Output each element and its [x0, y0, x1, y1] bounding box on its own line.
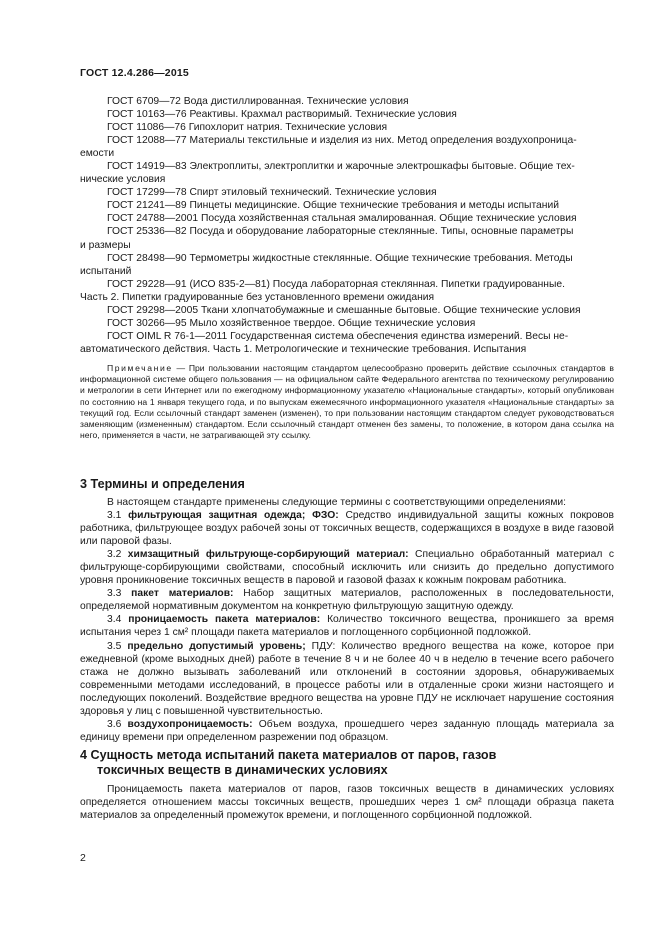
section-3-intro: В настоящем стандарте применены следующие термины с соответствующими определениями:	[107, 497, 567, 508]
term-text: Средство индивидуальной защиты кожных покровов работника, фильтрующее воздух рабочей зоны от токсичных веществ, содержащихся в воздухе в виде газовой или паровой фазы.	[80, 510, 614, 548]
ref-line: ГОСТ 21241—89 Пинцеты медицинские. Общие технические требования и методы испытаний	[107, 200, 559, 212]
term-name: пакет материалов:	[131, 588, 234, 600]
ref-line: ГОСТ 28498—90 Термометры жидкостные стеклянные. Общие технические требования. Методы	[107, 252, 573, 264]
ref-line: ГОСТ 30266—95 Мыло хозяйственное твердое. Общие технические условия	[107, 317, 476, 329]
ref-line: ГОСТ 6709—72 Вода дистиллированная. Технические условия	[107, 96, 409, 107]
section-3-body	[80, 496, 614, 744]
note-label: Примечание	[107, 363, 173, 373]
term-text: ПДУ: Количество вредного вещества на коже, которое при ежедневной (кроме выходных дней) работе в течение 8 ч и не более 40 ч в неделю в течение всего рабочего стажа не должно вызывать заболеваний или отклонений в состоянии здоровья, обнаруживаемых современными методами исследований, в процессе работы или в отдаленные сроки жизни настоящего и последующих поколений. Воздействие вредного вещества на уровне ПДУ не исключает нарушение состояния здоровья у лиц с повышенной чувствительностью.	[80, 640, 614, 717]
section-4-body	[80, 783, 614, 822]
ref-line: ГОСТ 29298—2005 Ткани хлопчатобумажные и смешанные бытовые. Общие технические условия	[107, 304, 581, 316]
running-header: ГОСТ 12.4.286—2015	[80, 67, 189, 79]
term-definition	[80, 509, 614, 548]
ref-line: ГОСТ 10163—76 Реактивы. Крахмал растворимый. Технические условия	[107, 109, 457, 121]
note-paragraph	[80, 363, 614, 441]
page-number: 2	[80, 852, 86, 864]
term-definition	[80, 613, 614, 639]
note-block	[80, 363, 614, 441]
term-name: химзащитный фильтрующе-сорбирующий материал:	[127, 549, 409, 561]
term-text: Специально обработанный материал с фильтрующе-сорбирующими свойствами, способный исключить или снизить до предельно допустимого уровня проникновение токсичных веществ в паровой и газовой фазах к кожным покровам работника.	[80, 549, 614, 587]
ref-line: ГОСТ 12088—77 Материалы текстильные и изделия из них. Метод определения воздухопроница-	[107, 135, 577, 147]
term-text: Объем воздуха, прошедшего через заданную площадь материала за единицу времени при определенном разрежении под образцом.	[80, 718, 614, 743]
ref-line: емости	[80, 148, 115, 160]
term-number: 3.4	[107, 614, 129, 626]
note-text: — При пользовании настоящим стандартом целесообразно проверить действие ссылочных стандартов в информационной системе общего пользования — на официальном сайте Федерального агентства по техническому регулированию и метрологии в сети Интернет или по ежегодному информационному указателю «Национальные стандарты», который опубликован по состоянию на 1 января текущего года, и по выпускам ежемесячного информационного указателя «Национальные стандарты» за текущий год. Если ссылочный стандарт заменен (изменен), то при пользовании настоящим стандартом следует руководствоваться заменяющим (измененным) стандартом. Если ссылочный стандарт отменен без замены, то положение, в котором дана ссылка на него, применяется в части, не затрагивающей эту ссылку.	[80, 363, 614, 441]
ref-line: ГОСТ 29228—91 (ИСО 835-2—81) Посуда лабораторная стеклянная. Пипетки градуированные.	[107, 278, 565, 290]
ref-line: и размеры	[80, 239, 131, 251]
ref-line: ГОСТ 11086—76 Гипохлорит натрия. Технические условия	[107, 122, 388, 134]
ref-line: ГОСТ 17299—78 Спирт этиловый технический. Технические условия	[107, 187, 437, 199]
section-4-heading-line-2: токсичных веществ в динамических условиях	[97, 763, 388, 777]
ref-line: ГОСТ OIML R 76-1—2011 Государственная система обеспечения единства измерений. Весы не-	[107, 330, 569, 342]
term-name: фильтрующая защитная одежда; ФЗО:	[128, 510, 339, 522]
normative-references-list	[80, 95, 614, 356]
term-definition	[80, 548, 614, 587]
ref-line: ГОСТ 14919—83 Электроплиты, электроплитки и жарочные электрошкафы бытовые. Общие тех-	[107, 161, 575, 173]
ref-line: испытаний	[80, 265, 132, 277]
term-name: предельно допустимый уровень;	[127, 640, 306, 652]
term-text: Набор защитных материалов, расположенных в последовательности, определяемой нормативным документом на конкретную фильтрующую защитную одежду.	[80, 588, 614, 613]
section-3-heading: 3 Термины и определения	[80, 477, 245, 491]
term-text: Количество токсичного вещества, проникшего за время испытания через 1 см² площади пакета материалов и поглощенного сорбционной подложкой.	[80, 614, 614, 639]
ref-line: Часть 2. Пипетки градуированные без установленного времени ожидания	[80, 291, 435, 303]
ref-line: нические условия	[80, 174, 166, 186]
term-number: 3.5	[107, 640, 128, 652]
term-name: проницаемость пакета материалов:	[128, 614, 321, 626]
term-number: 3.2	[107, 549, 128, 561]
term-definition	[80, 718, 614, 744]
term-definition	[80, 587, 614, 613]
section-4-paragraph: Проницаемость пакета материалов от паров, газов токсичных веществ в динамических условиях определяется отношением массы токсичных веществ, прошедших через 1 см² площади образца пакета материалов за определенный промежуток времени, и поглощенного сорбционной подложкой.	[80, 784, 614, 822]
section-4-heading-line-1: 4 Сущность метода испытаний пакета материалов от паров, газов	[80, 748, 497, 762]
section-4-heading	[80, 748, 614, 778]
ref-line: автоматического действия. Часть 1. Метрологические и технические требования. Испытания	[80, 343, 527, 355]
ref-line: ГОСТ 25336—82 Посуда и оборудование лабораторные стеклянные. Типы, основные параметры	[107, 226, 574, 238]
term-number: 3.1	[107, 510, 129, 522]
term-definition	[80, 640, 614, 718]
term-number: 3.6	[107, 718, 128, 730]
term-number: 3.3	[107, 588, 132, 600]
term-name: воздухопроницаемость:	[127, 718, 253, 730]
ref-line: ГОСТ 24788—2001 Посуда хозяйственная стальная эмалированная. Общие технические условия	[107, 213, 577, 225]
